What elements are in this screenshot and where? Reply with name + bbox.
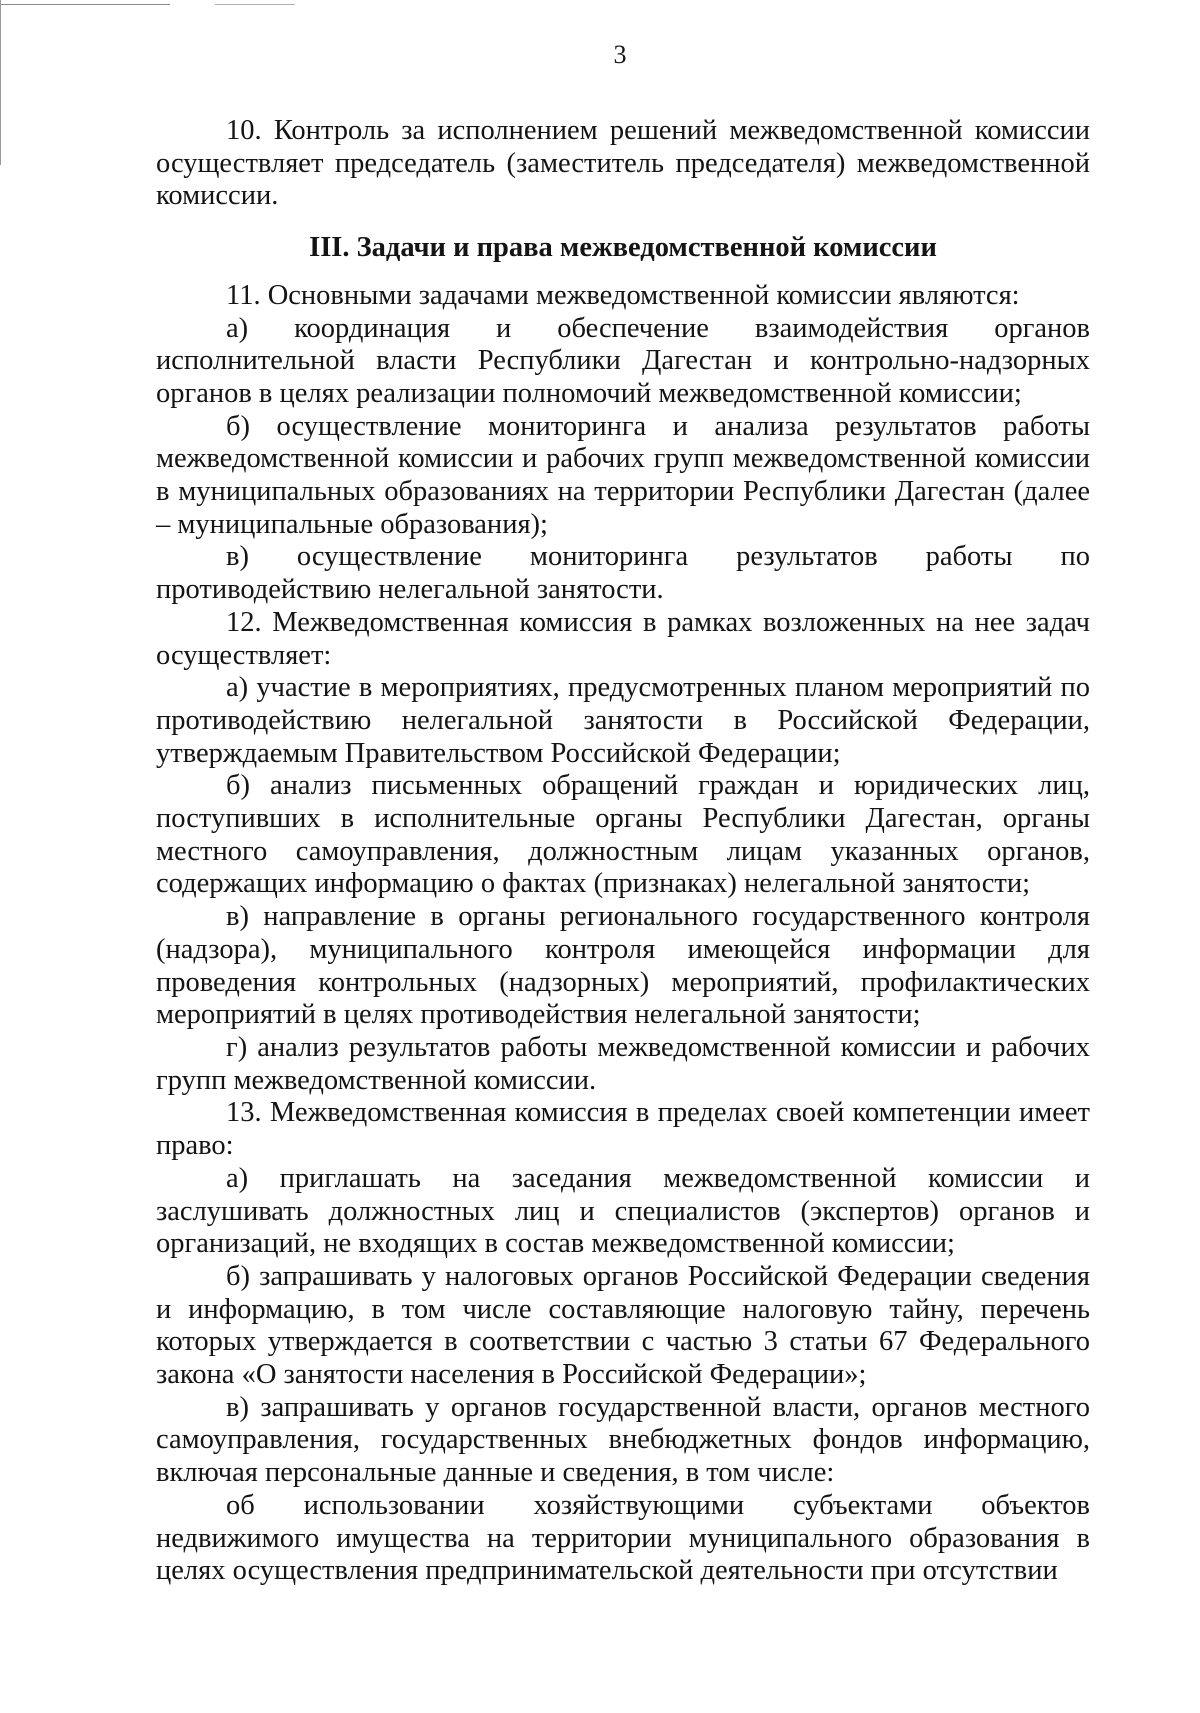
paragraph: в) запрашивать у органов государственной власти, органов местного самоуправления, государственных внебюджетных фондов информацию, включая персональные данные и сведения, в том числе: (156, 1391, 1090, 1489)
paragraph: а) координация и обеспечение взаимодействия органов исполнительной власти Республики Дагестан и контрольно-надзорных органов в целях реализации полномочий межведомственной комиссии; (156, 312, 1090, 409)
paragraph: об использовании хозяйствующими субъектами объектов недвижимого имущества на территории муниципального образования в целях осуществления предпринимательской деятельности при отсутствии (156, 1489, 1090, 1587)
section-heading: III. Задачи и права межведомственной комиссии (309, 232, 937, 264)
document-body (156, 115, 1090, 1588)
paragraph: а) участие в мероприятиях, предусмотренных планом мероприятий по противодействию нелегальной занятости в Российской Федерации, утверждаемым Правительством Российской Федерации; (156, 672, 1090, 769)
paragraph: в) направление в органы регионального государственного контроля (надзора), муниципального контроля имеющейся информации для проведения контрольных (надзорных) мероприятий, профилактических мероприятий в целях противодействия нелегальной занятости; (156, 901, 1090, 1031)
paragraph: в) осуществление мониторинга результатов работы по противодействию нелегальной занятости. (156, 541, 1090, 606)
scan-border-line (215, 4, 295, 5)
paragraph: б) анализ письменных обращений граждан и юридических лиц, поступивших в исполнительные органы Республики Дагестан, органы местного самоуправления, должностным лицам указанных органов, содержащих информацию о фактах (признаках) нелегальной занятости; (156, 770, 1090, 900)
page-number: 3 (613, 40, 627, 69)
paragraph: 10. Контроль за исполнением решений межведомственной комиссии осуществляет председатель (заместитель председателя) межведомственной комиссии. (156, 115, 1090, 212)
paragraph: 13. Межведомственная комиссия в пределах своей компетенции имеет право: (156, 1097, 1090, 1162)
scan-border-line (0, 0, 1, 165)
paragraph: 12. Межведомственная комиссия в рамках возложенных на нее задач осуществляет: (156, 606, 1090, 671)
paragraph: г) анализ результатов работы межведомственной комиссии и рабочих групп межведомственной комиссии. (156, 1031, 1090, 1096)
paragraph: а) приглашать на заседания межведомственной комиссии и заслушивать должностных лиц и специалистов (экспертов) органов и организаций, не входящих в состав межведомственной комиссии; (156, 1162, 1090, 1260)
scan-border-line (0, 4, 170, 5)
paragraph: б) осуществление мониторинга и анализа результатов работы межведомственной комиссии и рабочих групп межведомственной комиссии в муниципальных образованиях на территории Республики Дагестан (далее – муниципальные образования); (156, 410, 1090, 540)
paragraph: б) запрашивать у налоговых органов Российской Федерации сведения и информацию, в том числе составляющие налоговую тайну, перечень которых утверждается в соответствии с частью 3 статьи 67 Федерального закона «О занятости населения в Российской Федерации»; (156, 1260, 1090, 1391)
paragraph: 11. Основными задачами межведомственной комиссии являются: (226, 279, 1020, 311)
